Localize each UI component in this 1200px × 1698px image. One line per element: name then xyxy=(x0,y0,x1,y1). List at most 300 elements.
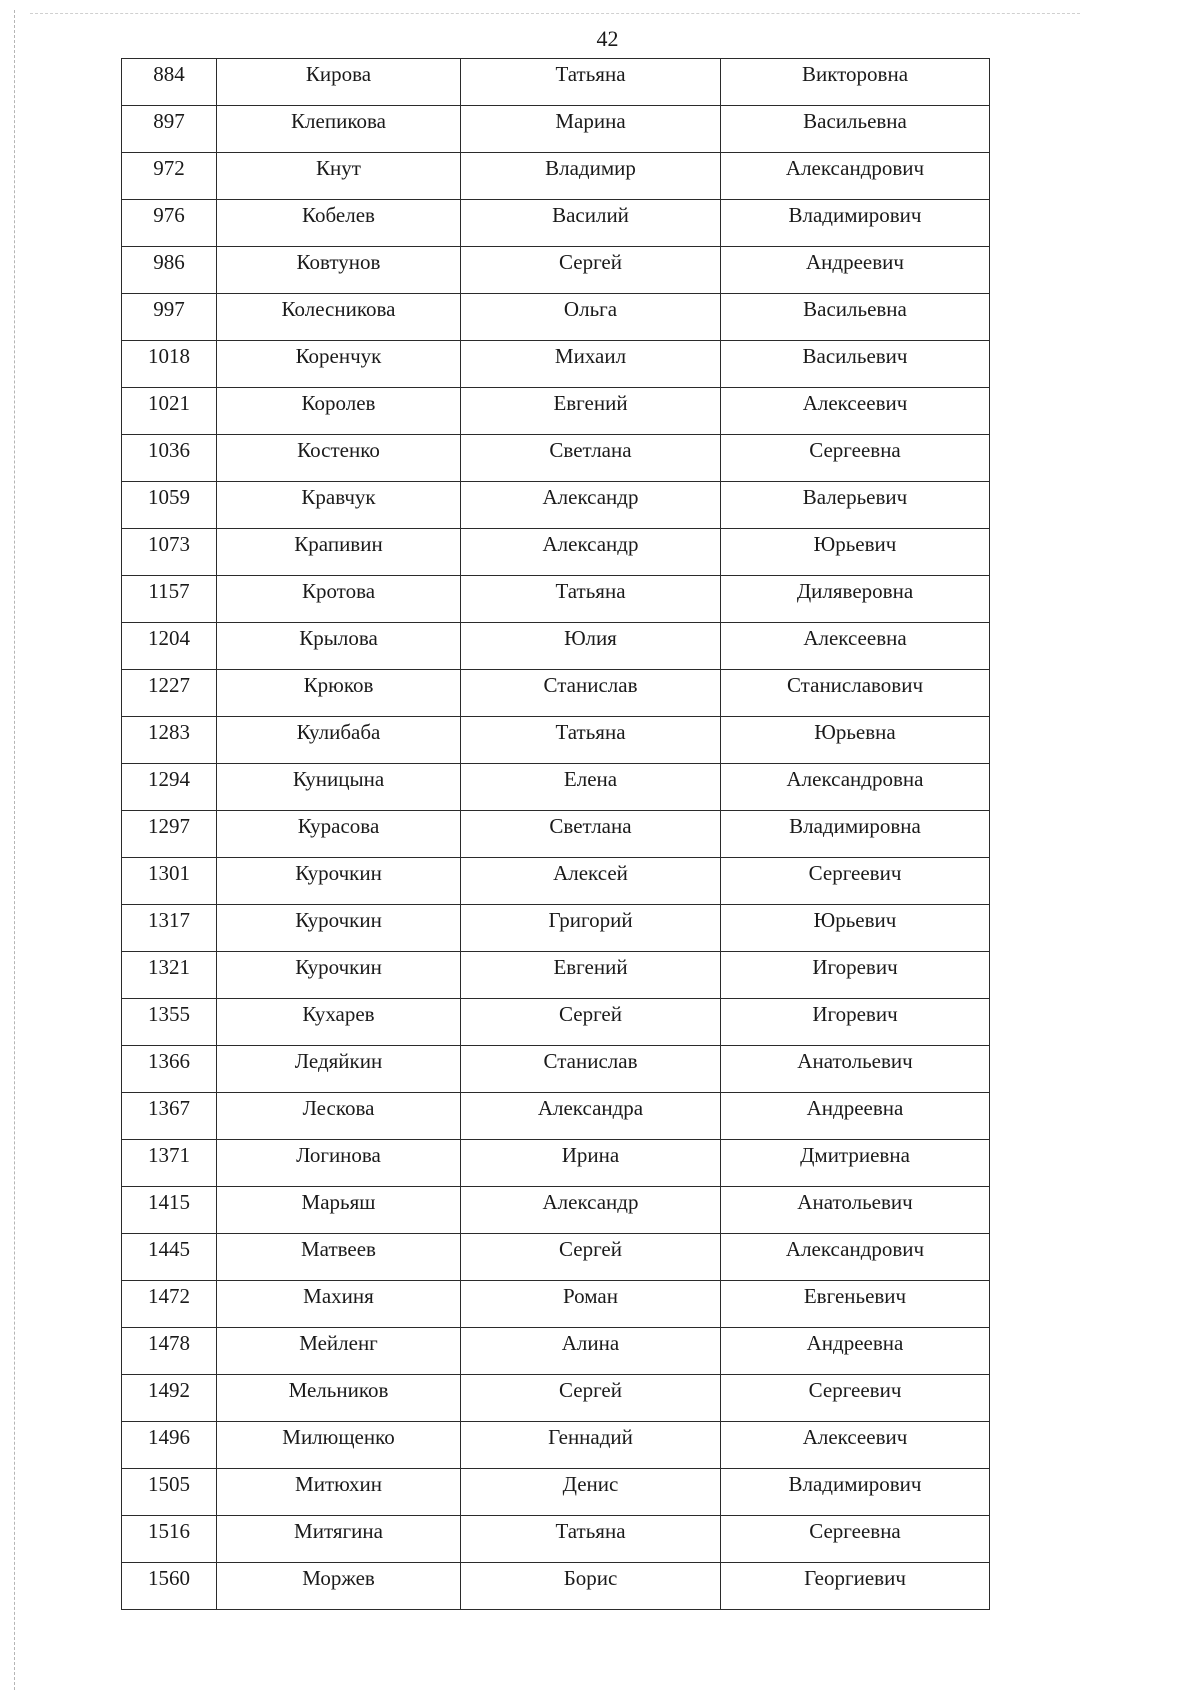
cell-number xyxy=(122,294,217,341)
cell-first-name-text: Владимир xyxy=(545,156,636,180)
cell-first-name-text: Ольга xyxy=(563,297,618,321)
cell-first-name xyxy=(461,858,721,905)
cell-patronymic-text: Алексеевна xyxy=(803,626,907,650)
table-row xyxy=(122,1516,990,1563)
cell-patronymic xyxy=(721,388,990,435)
table-row xyxy=(122,294,990,341)
cell-patronymic-text: Андреевич xyxy=(806,250,904,274)
cell-last-name-text: Лескова xyxy=(302,1096,375,1120)
cell-number-text: 1073 xyxy=(148,532,190,556)
cell-patronymic-text: Викторовна xyxy=(801,62,909,86)
cell-last-name xyxy=(217,858,461,905)
cell-first-name-text: Сергей xyxy=(559,1002,622,1026)
cell-patronymic-text: Станиславович xyxy=(786,673,924,697)
cell-first-name-text: Елена xyxy=(563,767,618,791)
cell-last-name-text: Кобелев xyxy=(302,203,375,227)
cell-first-name xyxy=(461,435,721,482)
cell-last-name-text: Мельников xyxy=(288,1378,389,1402)
cell-number-text: 1505 xyxy=(148,1472,190,1496)
cell-last-name xyxy=(217,1328,461,1375)
cell-last-name xyxy=(217,435,461,482)
cell-number xyxy=(122,200,217,247)
cell-patronymic xyxy=(721,1140,990,1187)
table-row xyxy=(122,1046,990,1093)
cell-number-text: 1367 xyxy=(148,1096,190,1120)
cell-number xyxy=(122,623,217,670)
table-row xyxy=(122,1563,990,1610)
table-row xyxy=(122,952,990,999)
cell-last-name-text: Моржев xyxy=(302,1566,375,1590)
cell-first-name xyxy=(461,905,721,952)
table-row xyxy=(122,341,990,388)
cell-patronymic-text: Дмитриевна xyxy=(800,1143,910,1167)
cell-first-name xyxy=(461,576,721,623)
cell-patronymic xyxy=(721,106,990,153)
cell-first-name xyxy=(461,153,721,200)
cell-number-text: 1317 xyxy=(148,908,190,932)
cell-first-name-text: Борис xyxy=(563,1566,618,1590)
table-row xyxy=(122,153,990,200)
cell-number-text: 1283 xyxy=(148,720,190,744)
cell-first-name-text: Сергей xyxy=(559,1378,622,1402)
cell-number xyxy=(122,388,217,435)
cell-first-name xyxy=(461,341,721,388)
cell-last-name xyxy=(217,905,461,952)
cell-number xyxy=(122,764,217,811)
table-row xyxy=(122,1093,990,1140)
cell-last-name xyxy=(217,294,461,341)
table-row xyxy=(122,1140,990,1187)
cell-last-name-text: Курочкин xyxy=(295,955,382,979)
cell-patronymic xyxy=(721,811,990,858)
cell-last-name xyxy=(217,200,461,247)
cell-number-text: 1366 xyxy=(148,1049,190,1073)
cell-number-text: 1445 xyxy=(148,1237,190,1261)
cell-last-name-text: Митюхин xyxy=(295,1472,382,1496)
cell-first-name xyxy=(461,529,721,576)
cell-patronymic-text: Георгиевич xyxy=(804,1566,906,1590)
cell-first-name xyxy=(461,1093,721,1140)
cell-last-name xyxy=(217,1563,461,1610)
cell-patronymic xyxy=(721,1328,990,1375)
cell-patronymic-text: Игоревич xyxy=(812,1002,898,1026)
cell-number xyxy=(122,952,217,999)
cell-patronymic-text: Васильевич xyxy=(802,344,908,368)
cell-number-text: 997 xyxy=(153,297,185,321)
cell-last-name-text: Курочкин xyxy=(295,861,382,885)
table-row xyxy=(122,1469,990,1516)
table-row xyxy=(122,59,990,106)
table-row xyxy=(122,1328,990,1375)
cell-last-name-text: Костенко xyxy=(297,438,380,462)
cell-first-name xyxy=(461,1516,721,1563)
scan-top-line xyxy=(30,13,1080,14)
cell-patronymic xyxy=(721,1093,990,1140)
cell-first-name xyxy=(461,623,721,670)
cell-number xyxy=(122,1375,217,1422)
table-row xyxy=(122,1422,990,1469)
cell-number-text: 972 xyxy=(153,156,185,180)
cell-patronymic xyxy=(721,1469,990,1516)
cell-last-name-text: Логинова xyxy=(296,1143,381,1167)
cell-first-name xyxy=(461,294,721,341)
cell-number xyxy=(122,1187,217,1234)
cell-number-text: 1472 xyxy=(148,1284,190,1308)
cell-first-name xyxy=(461,1328,721,1375)
cell-patronymic-text: Юрьевна xyxy=(814,720,896,744)
table-row xyxy=(122,858,990,905)
cell-number xyxy=(122,1563,217,1610)
cell-number xyxy=(122,341,217,388)
cell-last-name xyxy=(217,670,461,717)
cell-patronymic-text: Владимирович xyxy=(788,203,922,227)
cell-first-name-text: Ирина xyxy=(561,1143,620,1167)
cell-first-name xyxy=(461,1422,721,1469)
cell-first-name-text: Сергей xyxy=(559,1237,622,1261)
cell-last-name-text: Курочкин xyxy=(295,908,382,932)
cell-number-text: 1321 xyxy=(148,955,190,979)
cell-first-name-text: Евгений xyxy=(553,391,628,415)
cell-number-text: 1059 xyxy=(148,485,190,509)
cell-patronymic xyxy=(721,200,990,247)
cell-last-name xyxy=(217,341,461,388)
cell-patronymic-text: Александрович xyxy=(785,156,925,180)
cell-first-name-text: Роман xyxy=(563,1284,618,1308)
cell-patronymic xyxy=(721,1563,990,1610)
cell-first-name-text: Александр xyxy=(542,485,639,509)
cell-last-name xyxy=(217,247,461,294)
cell-last-name-text: Ковтунов xyxy=(296,250,381,274)
cell-patronymic-text: Юрьевич xyxy=(813,908,897,932)
cell-last-name-text: Матвеев xyxy=(301,1237,376,1261)
cell-first-name-text: Юлия xyxy=(564,626,617,650)
cell-first-name-text: Светлана xyxy=(549,438,632,462)
cell-patronymic-text: Игоревич xyxy=(812,955,898,979)
registry-table xyxy=(121,58,990,1610)
cell-number-text: 1560 xyxy=(148,1566,190,1590)
cell-number-text: 1021 xyxy=(148,391,190,415)
cell-last-name xyxy=(217,388,461,435)
cell-patronymic xyxy=(721,529,990,576)
cell-first-name-text: Татьяна xyxy=(555,1519,626,1543)
cell-number-text: 1371 xyxy=(148,1143,190,1167)
cell-last-name xyxy=(217,1422,461,1469)
cell-number-text: 1018 xyxy=(148,344,190,368)
cell-first-name-text: Станислав xyxy=(543,1049,638,1073)
table-row xyxy=(122,623,990,670)
table-row xyxy=(122,717,990,764)
cell-patronymic xyxy=(721,1375,990,1422)
cell-first-name-text: Денис xyxy=(562,1472,619,1496)
cell-first-name xyxy=(461,999,721,1046)
cell-patronymic-text: Юрьевич xyxy=(813,532,897,556)
cell-patronymic-text: Анатольевич xyxy=(797,1190,913,1214)
cell-patronymic xyxy=(721,1234,990,1281)
cell-patronymic-text: Евгеньевич xyxy=(803,1284,907,1308)
cell-patronymic-text: Александрович xyxy=(785,1237,925,1261)
cell-last-name xyxy=(217,623,461,670)
cell-last-name xyxy=(217,1516,461,1563)
cell-number xyxy=(122,999,217,1046)
cell-number-text: 1157 xyxy=(148,579,190,603)
table-row xyxy=(122,1281,990,1328)
cell-number-text: 1415 xyxy=(148,1190,190,1214)
cell-last-name xyxy=(217,1140,461,1187)
cell-first-name xyxy=(461,247,721,294)
cell-patronymic-text: Алексеевич xyxy=(802,1425,908,1449)
cell-first-name xyxy=(461,200,721,247)
cell-number-text: 1036 xyxy=(148,438,190,462)
cell-patronymic-text: Валерьевич xyxy=(802,485,908,509)
cell-first-name-text: Александр xyxy=(542,1190,639,1214)
cell-first-name xyxy=(461,717,721,764)
cell-patronymic-text: Диляверовна xyxy=(796,579,914,603)
cell-patronymic xyxy=(721,717,990,764)
cell-patronymic xyxy=(721,153,990,200)
cell-first-name xyxy=(461,1140,721,1187)
cell-first-name-text: Алексей xyxy=(553,861,628,885)
table-row xyxy=(122,764,990,811)
table-row xyxy=(122,999,990,1046)
cell-patronymic xyxy=(721,764,990,811)
table-row xyxy=(122,435,990,482)
cell-last-name-text: Кирова xyxy=(305,62,372,86)
cell-number xyxy=(122,1281,217,1328)
registry-table-body xyxy=(122,59,990,1610)
cell-number-text: 884 xyxy=(153,62,185,86)
cell-patronymic xyxy=(721,905,990,952)
cell-last-name xyxy=(217,576,461,623)
cell-patronymic-text: Андреевна xyxy=(806,1096,904,1120)
cell-last-name-text: Куницына xyxy=(292,767,385,791)
cell-first-name-text: Марина xyxy=(555,109,626,133)
cell-last-name xyxy=(217,153,461,200)
cell-number xyxy=(122,1093,217,1140)
cell-patronymic xyxy=(721,1516,990,1563)
table-row xyxy=(122,247,990,294)
cell-first-name-text: Михаил xyxy=(554,344,627,368)
cell-number xyxy=(122,811,217,858)
cell-last-name-text: Марьяш xyxy=(301,1190,376,1214)
cell-last-name xyxy=(217,1281,461,1328)
cell-number-text: 1297 xyxy=(148,814,190,838)
cell-last-name xyxy=(217,1187,461,1234)
cell-number xyxy=(122,905,217,952)
cell-last-name-text: Коренчук xyxy=(295,344,382,368)
cell-first-name xyxy=(461,1375,721,1422)
scan-edge-line xyxy=(14,10,15,1690)
table-row xyxy=(122,482,990,529)
cell-last-name-text: Колесникова xyxy=(281,297,396,321)
cell-last-name-text: Королев xyxy=(301,391,376,415)
table-row xyxy=(122,1375,990,1422)
cell-number xyxy=(122,576,217,623)
cell-last-name-text: Кулибаба xyxy=(296,720,381,744)
cell-number-text: 897 xyxy=(153,109,185,133)
cell-number-text: 1496 xyxy=(148,1425,190,1449)
cell-patronymic-text: Васильевна xyxy=(803,109,907,133)
cell-last-name-text: Курасова xyxy=(297,814,380,838)
cell-last-name xyxy=(217,1093,461,1140)
cell-last-name xyxy=(217,529,461,576)
cell-number-text: 1355 xyxy=(148,1002,190,1026)
cell-patronymic-text: Сергеевич xyxy=(808,861,902,885)
cell-number-text: 1478 xyxy=(148,1331,190,1355)
cell-patronymic xyxy=(721,435,990,482)
table-row xyxy=(122,670,990,717)
table-row xyxy=(122,1187,990,1234)
cell-number xyxy=(122,247,217,294)
cell-patronymic xyxy=(721,59,990,106)
cell-last-name-text: Крапивин xyxy=(294,532,383,556)
cell-patronymic xyxy=(721,1422,990,1469)
cell-patronymic-text: Владимирович xyxy=(788,1472,922,1496)
cell-number-text: 986 xyxy=(153,250,185,274)
cell-number xyxy=(122,1140,217,1187)
cell-patronymic-text: Анатольевич xyxy=(797,1049,913,1073)
cell-number xyxy=(122,717,217,764)
cell-first-name xyxy=(461,811,721,858)
cell-first-name-text: Светлана xyxy=(549,814,632,838)
cell-last-name xyxy=(217,1046,461,1093)
cell-number-text: 1516 xyxy=(148,1519,190,1543)
cell-last-name-text: Кнут xyxy=(316,156,361,180)
cell-patronymic xyxy=(721,670,990,717)
cell-number-text: 1227 xyxy=(148,673,190,697)
cell-number xyxy=(122,858,217,905)
cell-patronymic-text: Сергеевич xyxy=(808,1378,902,1402)
cell-last-name xyxy=(217,764,461,811)
cell-patronymic-text: Сергеевна xyxy=(809,1519,901,1543)
cell-number xyxy=(122,435,217,482)
cell-number-text: 1294 xyxy=(148,767,190,791)
cell-first-name xyxy=(461,388,721,435)
cell-first-name xyxy=(461,482,721,529)
table-row xyxy=(122,106,990,153)
page-number: 42 xyxy=(596,26,619,51)
cell-last-name-text: Кравчук xyxy=(301,485,376,509)
cell-patronymic xyxy=(721,482,990,529)
cell-patronymic-text: Владимировна xyxy=(789,814,921,838)
cell-first-name-text: Татьяна xyxy=(555,579,626,603)
cell-first-name-text: Сергей xyxy=(559,250,622,274)
cell-first-name-text: Геннадий xyxy=(548,1425,633,1449)
cell-last-name xyxy=(217,106,461,153)
cell-last-name-text: Митягина xyxy=(294,1519,383,1543)
cell-first-name xyxy=(461,1234,721,1281)
cell-first-name xyxy=(461,59,721,106)
cell-last-name-text: Ледяйкин xyxy=(294,1049,383,1073)
table-row xyxy=(122,388,990,435)
cell-patronymic xyxy=(721,858,990,905)
cell-number xyxy=(122,1234,217,1281)
cell-last-name xyxy=(217,59,461,106)
cell-patronymic xyxy=(721,1046,990,1093)
cell-number xyxy=(122,59,217,106)
cell-patronymic-text: Васильевна xyxy=(803,297,907,321)
cell-patronymic xyxy=(721,247,990,294)
cell-patronymic xyxy=(721,999,990,1046)
cell-last-name xyxy=(217,811,461,858)
cell-number xyxy=(122,482,217,529)
cell-patronymic xyxy=(721,952,990,999)
cell-number-text: 1204 xyxy=(148,626,190,650)
cell-first-name xyxy=(461,1046,721,1093)
cell-last-name-text: Мейленг xyxy=(299,1331,378,1355)
cell-last-name xyxy=(217,717,461,764)
cell-last-name xyxy=(217,952,461,999)
cell-patronymic-text: Сергеевна xyxy=(809,438,901,462)
table-row xyxy=(122,1234,990,1281)
cell-number xyxy=(122,153,217,200)
table-row xyxy=(122,811,990,858)
cell-patronymic xyxy=(721,294,990,341)
cell-first-name-text: Григорий xyxy=(548,908,633,932)
cell-first-name-text: Алина xyxy=(561,1331,620,1355)
cell-last-name xyxy=(217,482,461,529)
cell-number-text: 1492 xyxy=(148,1378,190,1402)
cell-first-name-text: Василий xyxy=(552,203,629,227)
cell-number-text: 976 xyxy=(153,203,185,227)
cell-number xyxy=(122,670,217,717)
cell-first-name xyxy=(461,106,721,153)
cell-first-name-text: Александр xyxy=(542,532,639,556)
cell-patronymic-text: Андреевна xyxy=(806,1331,904,1355)
cell-number xyxy=(122,1046,217,1093)
cell-last-name-text: Милющенко xyxy=(282,1425,395,1449)
cell-last-name-text: Клепикова xyxy=(291,109,386,133)
cell-first-name-text: Станислав xyxy=(543,673,638,697)
table-row xyxy=(122,529,990,576)
cell-first-name xyxy=(461,1187,721,1234)
cell-patronymic xyxy=(721,1187,990,1234)
table-row xyxy=(122,200,990,247)
cell-last-name-text: Крылова xyxy=(299,626,378,650)
cell-patronymic-text: Александровна xyxy=(786,767,924,791)
table-row xyxy=(122,576,990,623)
cell-number xyxy=(122,1516,217,1563)
cell-last-name-text: Кротова xyxy=(301,579,376,603)
cell-first-name-text: Евгений xyxy=(553,955,628,979)
cell-first-name xyxy=(461,1469,721,1516)
cell-number-text: 1301 xyxy=(148,861,190,885)
cell-patronymic-text: Алексеевич xyxy=(802,391,908,415)
cell-last-name xyxy=(217,1375,461,1422)
cell-last-name xyxy=(217,1469,461,1516)
cell-number xyxy=(122,529,217,576)
cell-first-name-text: Александра xyxy=(537,1096,644,1120)
cell-last-name-text: Махиня xyxy=(303,1284,374,1308)
cell-patronymic xyxy=(721,576,990,623)
cell-first-name xyxy=(461,670,721,717)
cell-patronymic xyxy=(721,1281,990,1328)
cell-first-name-text: Татьяна xyxy=(555,62,626,86)
cell-patronymic xyxy=(721,623,990,670)
cell-number xyxy=(122,1469,217,1516)
cell-last-name xyxy=(217,1234,461,1281)
cell-last-name-text: Крюков xyxy=(303,673,374,697)
table-row xyxy=(122,905,990,952)
cell-number xyxy=(122,1328,217,1375)
cell-first-name xyxy=(461,952,721,999)
cell-first-name xyxy=(461,1563,721,1610)
cell-first-name-text: Татьяна xyxy=(555,720,626,744)
cell-number xyxy=(122,106,217,153)
cell-patronymic xyxy=(721,341,990,388)
cell-last-name xyxy=(217,999,461,1046)
cell-first-name xyxy=(461,1281,721,1328)
cell-number xyxy=(122,1422,217,1469)
